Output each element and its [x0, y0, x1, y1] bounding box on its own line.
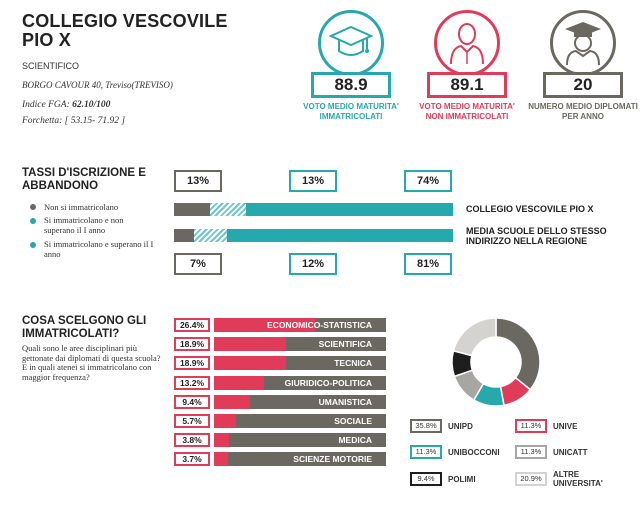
areas-title: COSA SCELGONO GLI IMMATRICOLATI? — [22, 315, 147, 340]
area-bar — [214, 414, 386, 428]
area-bar — [214, 395, 386, 409]
area-pct: 9.4% — [174, 395, 210, 409]
graduation-cap-icon — [318, 10, 384, 76]
school-type: SCIENTIFICO — [22, 61, 80, 71]
uni-name: UNIPD — [448, 422, 473, 431]
uni-name: UNIVE — [553, 422, 578, 431]
area-pct: 18.9% — [174, 337, 210, 351]
legend-non-superano: Si immatricolano e non superano il I anno — [44, 215, 124, 235]
area-bar-fill — [214, 414, 236, 428]
uni-name: POLIMI — [448, 475, 476, 484]
bar-seg-superano — [246, 203, 453, 216]
school-bar — [174, 203, 453, 216]
area-row — [174, 414, 386, 428]
fga-index — [22, 100, 110, 110]
uni-name: ALTRE UNIVERSITA' — [553, 470, 603, 488]
uni-pct: 20.9% — [515, 472, 547, 486]
area-bar — [214, 318, 386, 332]
area-bar-fill — [214, 356, 286, 370]
area-name: SOCIALE — [334, 416, 372, 426]
stat-value: 88.9 — [311, 72, 391, 98]
legend-dot — [30, 242, 36, 248]
area-name: TECNICA — [334, 358, 372, 369]
area-bar — [214, 452, 386, 466]
uni-pct: 35.8% — [410, 419, 442, 433]
area-row — [174, 376, 386, 390]
donut-slice — [453, 318, 496, 356]
uni-pct: 11.3% — [515, 445, 547, 459]
school-address: BORGO CAVOUR 40, Treviso(TREVISO) — [22, 80, 173, 90]
forchetta-label: Forchetta: — [22, 116, 63, 126]
stat-value: 20 — [543, 72, 623, 98]
area-row — [174, 337, 386, 351]
region-bar-label: MEDIA SCUOLE DELLO STESSO INDIRIZZO NELLA REGIONE — [466, 226, 607, 246]
area-name: ECONOMICO-STATISTICA — [267, 320, 372, 330]
legend-dot — [30, 218, 36, 224]
area-row — [174, 452, 386, 466]
uni-pct: 11.3% — [410, 445, 442, 459]
stat-value: 89.1 — [427, 72, 507, 98]
area-name: SCIENZE MOTORIE — [293, 454, 372, 465]
person-icon — [434, 10, 500, 76]
university-donut-chart — [448, 314, 544, 410]
bar-seg-non-immatricolano — [174, 229, 194, 242]
school-name: COLLEGIO VESCOVILE PIO X — [22, 11, 228, 50]
school-pct-superano: 74% — [404, 170, 452, 192]
legend-superano: Si immatricolano e superano il I anno — [44, 239, 154, 259]
region-bar — [174, 229, 453, 242]
school-bar-label: COLLEGIO VESCOVILE PIO X — [466, 204, 594, 214]
areas-question: Quali sono le aree disciplinari più gettonate dai diplomati di questa scuola? E in quali atenei si immatricolano con maggior frequenza? — [22, 343, 161, 382]
bar-seg-non-immatricolano — [174, 203, 210, 216]
area-bar-fill — [214, 452, 228, 466]
region-pct-non-superano: 12% — [289, 253, 337, 275]
area-bar-fill — [214, 376, 264, 390]
fga-value: 62.10/100 — [72, 100, 111, 110]
fga-label: Indice FGA: — [22, 100, 70, 110]
area-bar — [214, 433, 386, 447]
region-pct-non-immatricolano: 7% — [174, 253, 222, 275]
area-bar-fill — [214, 395, 250, 409]
area-bar — [214, 356, 386, 370]
bar-seg-non-superano — [210, 203, 246, 216]
legend-non-immatricolano: Non si immatricolano — [44, 202, 119, 212]
area-bar — [214, 376, 386, 390]
area-row — [174, 395, 386, 409]
uni-name: UNICATT — [553, 448, 588, 457]
area-row — [174, 356, 386, 370]
school-pct-non-immatricolano: 13% — [174, 170, 222, 192]
area-name: MEDICA — [338, 435, 372, 446]
area-name: GIURIDICO-POLITICA — [284, 377, 372, 388]
area-pct: 18.9% — [174, 356, 210, 370]
stat-label: NUMERO MEDIO DIPLOMATI PER ANNO — [528, 102, 638, 121]
area-name: UMANISTICA — [318, 396, 372, 407]
bar-seg-superano — [227, 229, 453, 242]
area-name: SCIENTIFICA — [318, 339, 372, 350]
legend-dot — [30, 204, 36, 210]
bar-seg-non-superano — [194, 229, 227, 242]
stat-label: VOTO MEDIO MATURITA' NON IMMATRICOLATI — [419, 102, 515, 121]
enrollment-title: TASSI D'ISCRIZIONE E ABBANDONO — [22, 167, 146, 192]
region-pct-superano: 81% — [404, 253, 452, 275]
forchetta-value: [ 53.15- 71.92 ] — [64, 116, 126, 126]
area-row — [174, 433, 386, 447]
area-pct: 13.2% — [174, 376, 210, 390]
uni-name: UNIBOCCONI — [448, 448, 500, 457]
area-bar — [214, 337, 386, 351]
area-bar-fill — [214, 433, 229, 447]
school-pct-non-superano: 13% — [289, 170, 337, 192]
area-pct: 5.7% — [174, 414, 210, 428]
uni-pct: 9.4% — [410, 472, 442, 486]
area-pct: 3.8% — [174, 433, 210, 447]
area-pct: 26.4% — [174, 318, 210, 332]
area-row — [174, 318, 386, 332]
forchetta — [22, 116, 125, 126]
uni-pct: 11.3% — [515, 419, 547, 433]
graduate-person-icon — [550, 10, 616, 76]
area-pct: 3.7% — [174, 452, 210, 466]
stat-label: VOTO MEDIO MATURITA' IMMATRICOLATI — [303, 102, 399, 121]
area-bar-fill — [214, 337, 286, 351]
